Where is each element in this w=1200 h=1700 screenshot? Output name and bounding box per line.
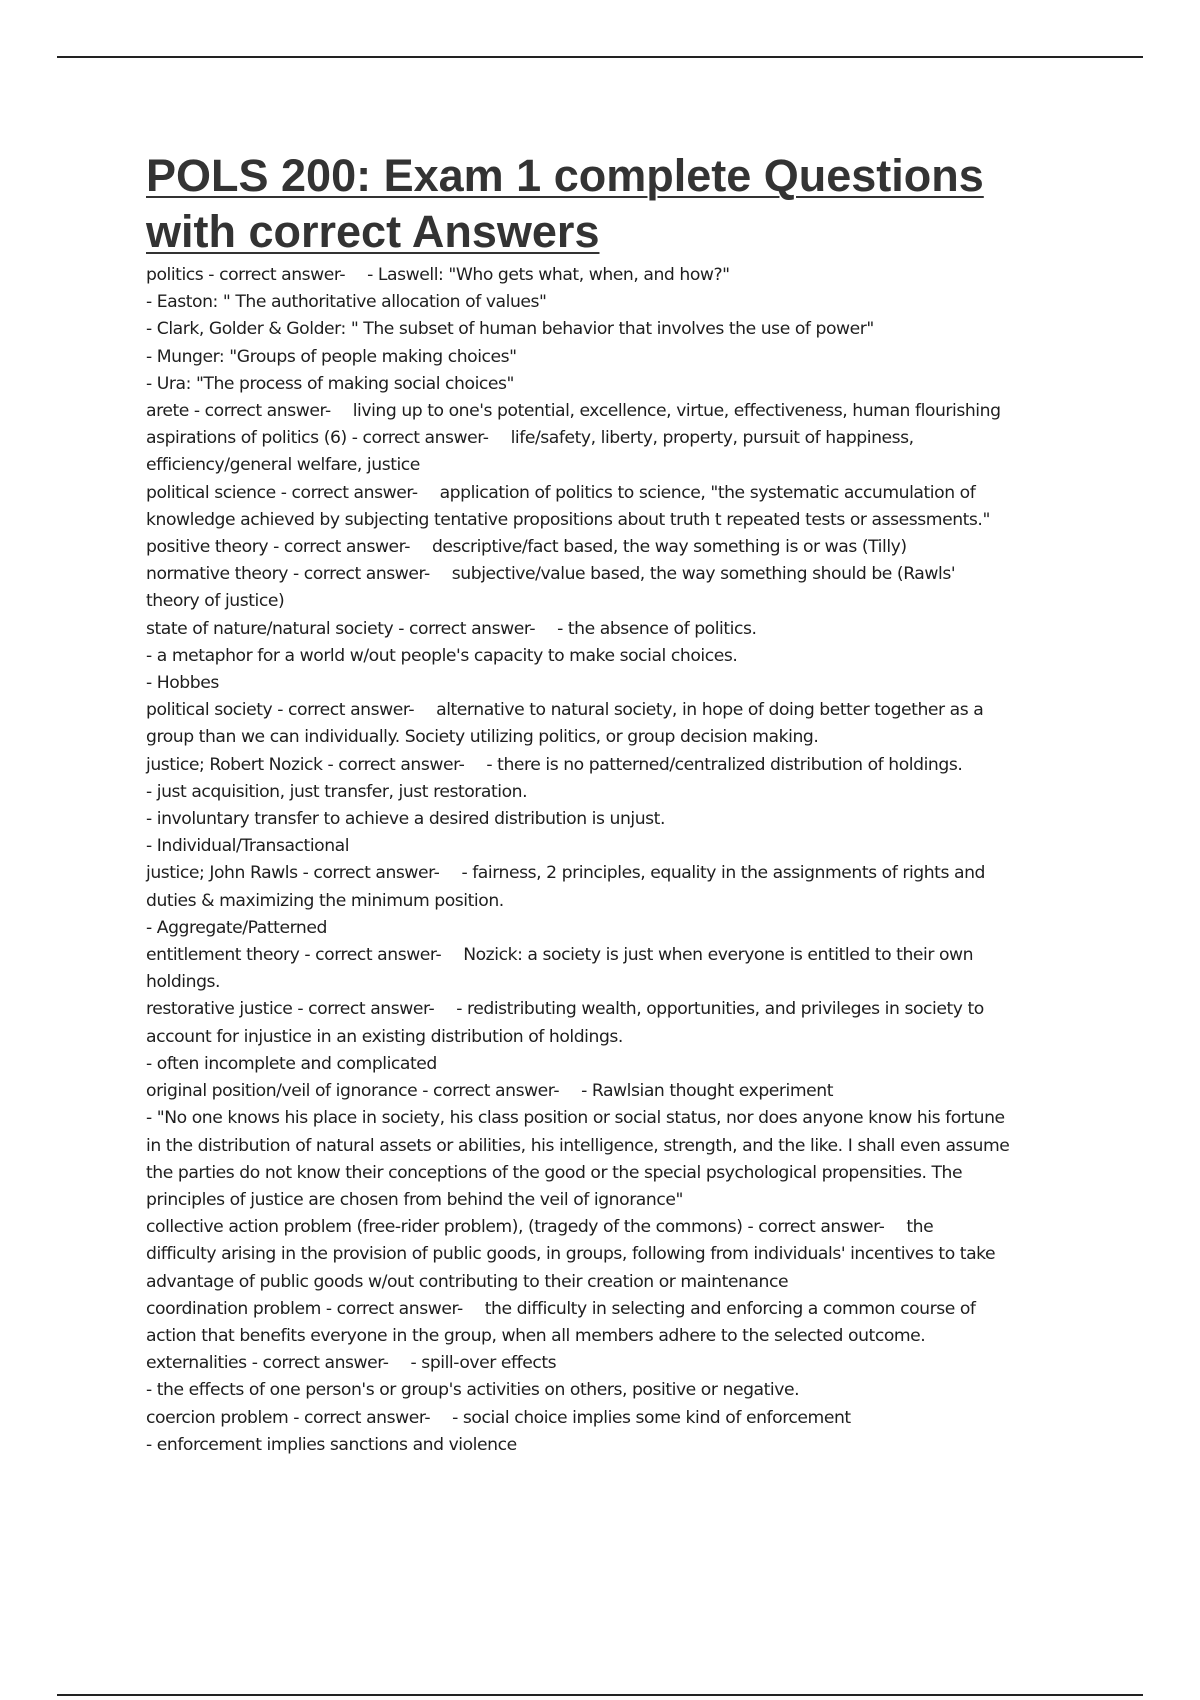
document-body [146,148,1106,1459]
qa-line [146,1405,1106,1432]
qa-line: - enforcement implies sanctions and violence [146,1434,517,1455]
answer: - Laswell: "Who gets what, when, and how?" [367,265,730,285]
term: political society - correct answer- [146,700,415,721]
answer: Nozick: a society is just when everyone is entitled to their own [463,945,974,966]
term: normative theory - correct answer- [146,564,430,585]
answer: the difficulty in selecting and enforcing a common course of [484,1298,976,1319]
answer: - social choice implies some kind of enforcement [452,1407,851,1428]
qa-line [146,480,1106,507]
term: coordination problem - correct answer- [146,1298,463,1319]
qa-line [146,1214,1106,1241]
qa-line: advantage of public goods w/out contributing to their creation or maintenance [146,1271,789,1292]
qa-line: - the effects of one person's or group's activities on others, positive or negative. [146,1380,800,1401]
qa-line [146,1296,1106,1323]
top-rule [57,56,1143,58]
answer: - the absence of politics. [557,618,757,639]
title-line-1: POLS 200: Exam 1 complete Questions [146,150,984,201]
term: political science - correct answer- [146,482,418,503]
qa-line [146,534,1106,561]
term: politics - correct answer- [146,265,346,285]
qa-line [146,1350,1106,1377]
qa-line: theory of justice) [146,591,285,612]
qa-line: - often incomplete and complicated [146,1053,437,1074]
qa-line: - involuntary transfer to achieve a desired distribution is unjust. [146,809,665,830]
term: state of nature/natural society - correct answer- [146,618,536,639]
qa-line: - Individual/Transactional [146,836,350,857]
term: justice; John Rawls - correct answer- [146,863,440,884]
answer: - spill-over effects [410,1353,557,1374]
title-line-2: with correct Answers [146,206,600,257]
term: externalities - correct answer- [146,1353,389,1374]
answer: alternative to natural society, in hope of doing better together as a [436,700,984,721]
answer: - redistributing wealth, opportunities, and privileges in society to [456,999,984,1020]
bottom-rule [57,1694,1143,1696]
qa-line: - just acquisition, just transfer, just restoration. [146,781,528,802]
qa-line: group than we can individually. Society utilizing politics, or group decision making. [146,727,819,748]
qa-line: account for injustice in an existing distribution of holdings. [146,1026,623,1047]
qa-line [146,616,1106,643]
qa-line: duties & maximizing the minimum position. [146,890,504,911]
qa-line [146,860,1106,887]
qa-line: knowledge achieved by subjecting tentative propositions about truth t repeated tests or assessments." [146,509,990,530]
answer: - Rawlsian thought experiment [581,1081,834,1102]
qa-line [146,996,1106,1023]
qa-line: - Easton: " The authoritative allocation of values" [146,292,547,313]
qa-line [146,752,1106,779]
qa-line: - Clark, Golder & Golder: " The subset of human behavior that involves the use of power" [146,319,874,340]
term: entitlement theory - correct answer- [146,945,442,966]
term: original position/veil of ignorance - correct answer- [146,1081,560,1102]
answer: - there is no patterned/centralized distribution of holdings. [486,754,963,775]
qa-line: - Munger: "Groups of people making choices" [146,346,517,367]
answer: application of politics to science, "the systematic accumulation of [439,482,976,503]
answer: the [906,1217,934,1238]
qa-line: efficiency/general welfare, justice [146,455,420,476]
qa-line [146,697,1106,724]
term: restorative justice - correct answer- [146,999,435,1020]
qa-line: - "No one knows his place in society, his class position or social status, nor does anyone know his fortune [146,1108,1005,1129]
qa-line: - a metaphor for a world w/out people's capacity to make social choices. [146,645,738,666]
qa-line: - Hobbes [146,673,219,694]
qa-line [146,561,1106,588]
term: justice; Robert Nozick - correct answer- [146,754,465,775]
qa-line: principles of justice are chosen from behind the veil of ignorance" [146,1189,683,1210]
term: arete - correct answer- [146,401,331,422]
qa-line: the parties do not know their conceptions of the good or the special psychological propensities. The [146,1162,963,1183]
qa-line: holdings. [146,972,221,993]
answer: subjective/value based, the way something should be (Rawls' [451,564,956,585]
answer: - fairness, 2 principles, equality in the assignments of rights and [461,863,985,884]
qa-line [146,262,1106,289]
term: collective action problem (free-rider problem), (tragedy of the commons) - correct answer- [146,1217,885,1238]
answer: life/safety, liberty, property, pursuit of happiness, [510,428,914,449]
term: aspirations of politics (6) - correct answer- [146,428,489,449]
qa-line [146,1078,1106,1105]
document-title [146,148,1106,260]
answer: living up to one's potential, excellence, virtue, effectiveness, human flourishing [352,401,1001,422]
qa-line: in the distribution of natural assets or abilities, his intelligence, strength, and the like. I shall even assume [146,1135,1010,1156]
qa-line: - Aggregate/Patterned [146,917,327,938]
qa-line: action that benefits everyone in the group, when all members adhere to the selected outcome. [146,1325,926,1346]
answer: descriptive/fact based, the way something is or was (Tilly) [431,537,907,558]
qa-line: difficulty arising in the provision of public goods, in groups, following from individuals' incentives to take [146,1244,996,1265]
qa-line [146,398,1106,425]
qa-list [146,262,1106,1459]
qa-line [146,942,1106,969]
term: positive theory - correct answer- [146,537,410,558]
qa-line: - Ura: "The process of making social choices" [146,373,514,394]
qa-line [146,425,1106,452]
term: coercion problem - correct answer- [146,1407,431,1428]
